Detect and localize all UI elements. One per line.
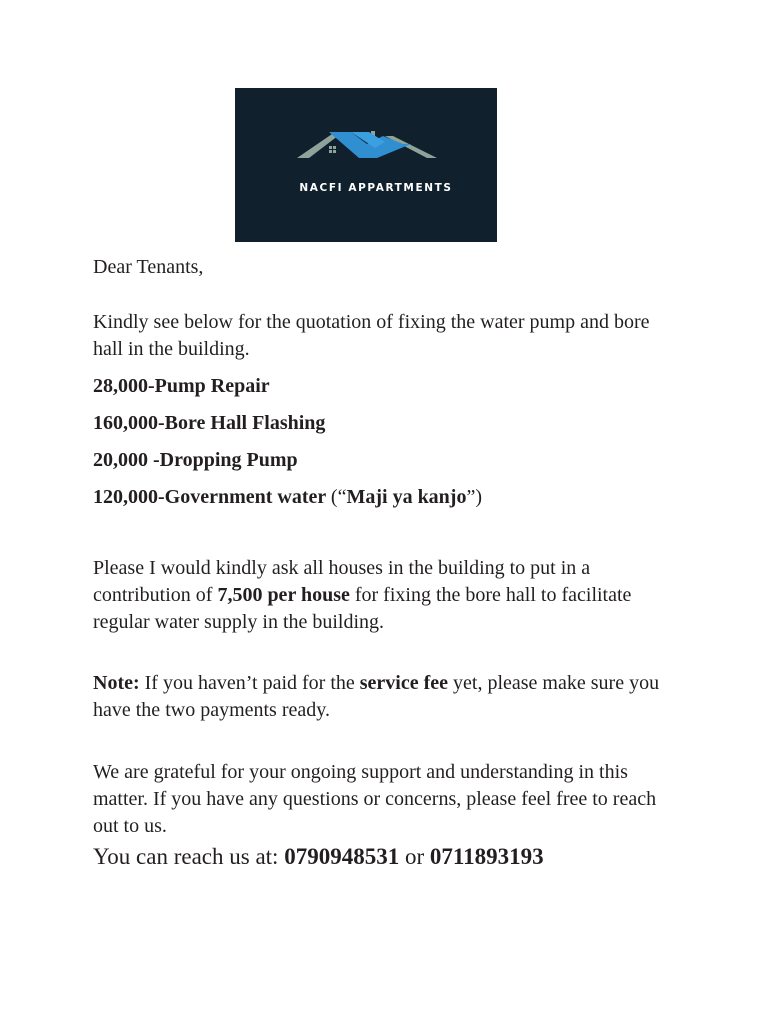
greeting: Dear Tenants, <box>93 256 204 278</box>
note-paragraph <box>93 670 683 724</box>
quote-open: (“ <box>330 486 347 508</box>
note-text-end: yet, please make sure you have the two payments ready. <box>93 672 660 721</box>
closing-paragraph: We are grateful for your ongoing support and understanding in this matter. If you have any questions or concerns, please feel free to reach out to us. <box>93 761 657 837</box>
service-fee-highlight: service fee <box>359 672 449 694</box>
note-text: If you haven’t paid for the <box>139 672 360 694</box>
note-label: Note: <box>93 672 140 694</box>
intro-paragraph: Kindly see below for the quotation of fixing the water pump and bore hall in the building. <box>93 311 650 360</box>
brand-name: NACFI APPARTMENTS <box>299 182 453 194</box>
contact-joiner: or <box>399 844 430 869</box>
quotation-item: 160,000-Bore Hall Flashing <box>93 412 326 434</box>
contact-prefix: You can reach us at: <box>93 844 285 869</box>
phone-number-1: 0790948531 <box>284 844 400 869</box>
contribution-amount: 7,500 per house <box>217 584 350 606</box>
quotation-item-text: 120,000-Government water <box>93 486 331 508</box>
quotation-item-note: Maji ya kanjo <box>346 486 467 508</box>
house-roofs-icon <box>235 88 497 242</box>
contact-line <box>93 842 683 872</box>
phone-number-2: 0711893193 <box>429 844 544 869</box>
request-text: Please I would kindly ask all houses in the building to put in a contribution of <box>93 557 591 606</box>
letter-body <box>93 254 683 872</box>
quote-close: ”) <box>466 486 483 508</box>
request-text-end: for fixing the bore hall to facilitate regular water supply in the building. <box>93 584 632 633</box>
quotation-item: 20,000 -Dropping Pump <box>93 449 298 471</box>
quotation-item: 28,000-Pump Repair <box>93 375 270 397</box>
quotation-item <box>93 484 683 511</box>
contribution-request <box>93 555 683 636</box>
brand-logo <box>235 88 497 242</box>
